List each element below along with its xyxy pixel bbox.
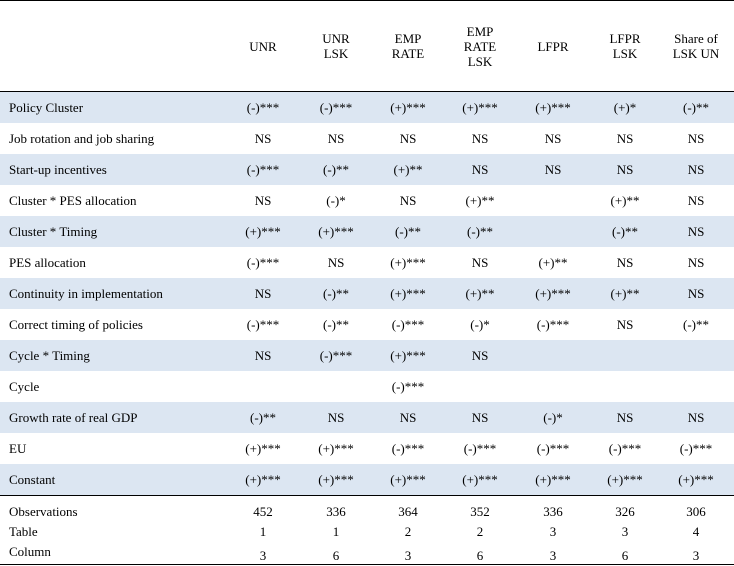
table-cell: NS bbox=[254, 285, 272, 301]
table-cell: (-)** bbox=[612, 223, 638, 239]
table-body bbox=[0, 92, 734, 495]
table-cell: NS bbox=[616, 254, 634, 270]
table-cell: NS bbox=[544, 130, 562, 146]
table-cell: (+)*** bbox=[607, 471, 643, 487]
table-cell: (-)*** bbox=[246, 316, 280, 332]
table-cell: (-)** bbox=[323, 161, 349, 177]
table-cell: (-)*** bbox=[463, 440, 497, 456]
table-cell bbox=[227, 371, 299, 402]
table-cell: (+)*** bbox=[318, 223, 354, 239]
table-row bbox=[0, 92, 734, 123]
table-cell: (-)*** bbox=[319, 347, 353, 363]
table-cell: (-)*** bbox=[608, 440, 642, 456]
table-cell: NS bbox=[399, 130, 417, 146]
column-header: UNR bbox=[249, 38, 277, 54]
table-cell bbox=[589, 340, 661, 371]
table-footer bbox=[0, 495, 734, 565]
table-cell: NS bbox=[687, 223, 705, 239]
table-cell: NS bbox=[616, 409, 634, 425]
table-cell: (+)*** bbox=[245, 223, 281, 239]
table-cell: NS bbox=[544, 161, 562, 177]
table-cell: (-)*** bbox=[246, 254, 280, 270]
table-cell: (+)** bbox=[610, 285, 640, 301]
table-cell: NS bbox=[687, 192, 705, 208]
column-header: LFPR LSK bbox=[609, 31, 641, 61]
table-cell: (-)*** bbox=[319, 99, 353, 115]
footer-value: 3 bbox=[549, 524, 557, 539]
table-row bbox=[0, 154, 734, 185]
table-row bbox=[0, 340, 734, 371]
table-row bbox=[0, 309, 734, 340]
table-cell bbox=[517, 185, 589, 216]
table-cell: (-)*** bbox=[536, 316, 570, 332]
table-cell: (+)** bbox=[393, 161, 423, 177]
row-label: Cluster * Timing bbox=[9, 223, 98, 239]
table-row bbox=[0, 216, 734, 247]
table-cell bbox=[300, 371, 372, 402]
table-cell: (+)*** bbox=[245, 471, 281, 487]
footer-value: 336 bbox=[543, 504, 563, 519]
table-cell: (-)** bbox=[250, 409, 276, 425]
row-label: PES allocation bbox=[9, 254, 86, 270]
table-cell: (-)*** bbox=[679, 440, 713, 456]
table-cell: (-)*** bbox=[391, 316, 425, 332]
table-cell: (-)* bbox=[543, 409, 563, 425]
footer-value: 3 bbox=[692, 548, 700, 563]
table-cell: NS bbox=[687, 254, 705, 270]
table-cell bbox=[589, 371, 661, 402]
column-header: EMP RATE bbox=[391, 31, 425, 61]
footer-value: 6 bbox=[332, 548, 340, 563]
table-cell: NS bbox=[254, 130, 272, 146]
row-label: Continuity in implementation bbox=[9, 285, 163, 301]
table-cell: (-)* bbox=[326, 192, 346, 208]
table-cell: (-)*** bbox=[246, 99, 280, 115]
table-cell: (+)*** bbox=[462, 99, 498, 115]
footer-value: 364 bbox=[398, 504, 418, 519]
table-cell: NS bbox=[399, 192, 417, 208]
table-cell: (+)*** bbox=[318, 471, 354, 487]
table-cell: (+)* bbox=[613, 99, 637, 115]
table-cell: (-)** bbox=[683, 99, 709, 115]
footer-value: 6 bbox=[476, 548, 484, 563]
table-cell: (-)*** bbox=[391, 378, 425, 394]
footer-label: Column bbox=[9, 544, 51, 559]
table-cell: (+)*** bbox=[245, 440, 281, 456]
table-cell: (+)*** bbox=[390, 347, 426, 363]
table-cell: (+)*** bbox=[318, 440, 354, 456]
table-cell: (-)** bbox=[323, 285, 349, 301]
table-row bbox=[0, 464, 734, 495]
table-cell: (+)*** bbox=[390, 285, 426, 301]
column-header: EMP RATE LSK bbox=[463, 23, 497, 69]
table-cell: NS bbox=[471, 161, 489, 177]
table-cell: (+)*** bbox=[462, 471, 498, 487]
table-cell: (+)** bbox=[538, 254, 568, 270]
row-label: Correct timing of policies bbox=[9, 316, 143, 332]
footer-value: 326 bbox=[615, 504, 635, 519]
footer-value: 306 bbox=[686, 504, 706, 519]
table-cell: (+)*** bbox=[390, 471, 426, 487]
table-cell: NS bbox=[471, 254, 489, 270]
table-cell: NS bbox=[687, 130, 705, 146]
footer-value: 3 bbox=[259, 548, 267, 563]
row-label: Job rotation and job sharing bbox=[9, 130, 155, 146]
table-cell: (-)* bbox=[470, 316, 490, 332]
table-cell bbox=[517, 340, 589, 371]
table-row bbox=[0, 278, 734, 309]
table-cell: (+)*** bbox=[390, 99, 426, 115]
table-cell bbox=[517, 216, 589, 247]
table-cell: NS bbox=[471, 409, 489, 425]
table-cell: NS bbox=[616, 161, 634, 177]
footer-value: 352 bbox=[470, 504, 490, 519]
row-label: Start-up incentives bbox=[9, 161, 107, 177]
table-cell: NS bbox=[616, 316, 634, 332]
table-cell: NS bbox=[471, 130, 489, 146]
table-header bbox=[0, 0, 734, 92]
table-cell bbox=[660, 340, 732, 371]
table-cell: NS bbox=[254, 347, 272, 363]
footer-value: 1 bbox=[332, 524, 340, 539]
row-label: Cluster * PES allocation bbox=[9, 192, 137, 208]
table-row bbox=[0, 185, 734, 216]
table-cell: (+)*** bbox=[678, 471, 714, 487]
table-row bbox=[0, 123, 734, 154]
table-cell: (-)*** bbox=[391, 440, 425, 456]
footer-value: 6 bbox=[621, 548, 629, 563]
table-cell: (-)*** bbox=[246, 161, 280, 177]
footer-value: 2 bbox=[476, 524, 484, 539]
table-cell: (+)** bbox=[610, 192, 640, 208]
table-cell: NS bbox=[616, 130, 634, 146]
table-cell: NS bbox=[687, 285, 705, 301]
table-cell: NS bbox=[254, 192, 272, 208]
table-cell: (+)** bbox=[465, 192, 495, 208]
table-cell: NS bbox=[687, 409, 705, 425]
table-cell: NS bbox=[687, 161, 705, 177]
table-cell: (+)*** bbox=[535, 285, 571, 301]
column-header: LFPR bbox=[537, 38, 569, 54]
column-header: Share of LSK UN bbox=[672, 31, 720, 61]
row-label: Cycle bbox=[9, 378, 40, 394]
row-label: EU bbox=[9, 440, 27, 456]
row-label: Policy Cluster bbox=[9, 99, 84, 115]
table-cell: NS bbox=[327, 409, 345, 425]
table-cell: (+)** bbox=[465, 285, 495, 301]
table-cell: (-)** bbox=[395, 223, 421, 239]
footer-label: Observations bbox=[9, 504, 78, 519]
footer-value: 3 bbox=[404, 548, 412, 563]
table-cell: (-)*** bbox=[536, 440, 570, 456]
table-row bbox=[0, 433, 734, 464]
table-cell: NS bbox=[399, 409, 417, 425]
row-label: Constant bbox=[9, 471, 56, 487]
table-row bbox=[0, 371, 734, 402]
table-cell: (+)*** bbox=[535, 471, 571, 487]
table-cell: NS bbox=[327, 254, 345, 270]
table-cell: (+)*** bbox=[535, 99, 571, 115]
footer-value: 336 bbox=[326, 504, 346, 519]
row-label: Growth rate of real GDP bbox=[9, 409, 138, 425]
footer-value: 3 bbox=[621, 524, 629, 539]
table-cell: NS bbox=[327, 130, 345, 146]
footer-value: 3 bbox=[549, 548, 557, 563]
table-cell: (-)** bbox=[683, 316, 709, 332]
table-cell bbox=[444, 371, 516, 402]
footer-value: 452 bbox=[253, 504, 273, 519]
table-cell: (-)** bbox=[467, 223, 493, 239]
table-row bbox=[0, 402, 734, 433]
table-cell: (-)** bbox=[323, 316, 349, 332]
table-cell bbox=[660, 371, 732, 402]
row-label: Cycle * Timing bbox=[9, 347, 90, 363]
footer-value: 1 bbox=[259, 524, 267, 539]
table-row bbox=[0, 247, 734, 278]
footer-value: 2 bbox=[404, 524, 412, 539]
table-cell bbox=[517, 371, 589, 402]
table-cell: NS bbox=[471, 347, 489, 363]
footer-label: Table bbox=[9, 524, 38, 539]
footer-value: 4 bbox=[692, 524, 700, 539]
table-cell: (+)*** bbox=[390, 254, 426, 270]
column-header: UNR LSK bbox=[322, 31, 350, 61]
